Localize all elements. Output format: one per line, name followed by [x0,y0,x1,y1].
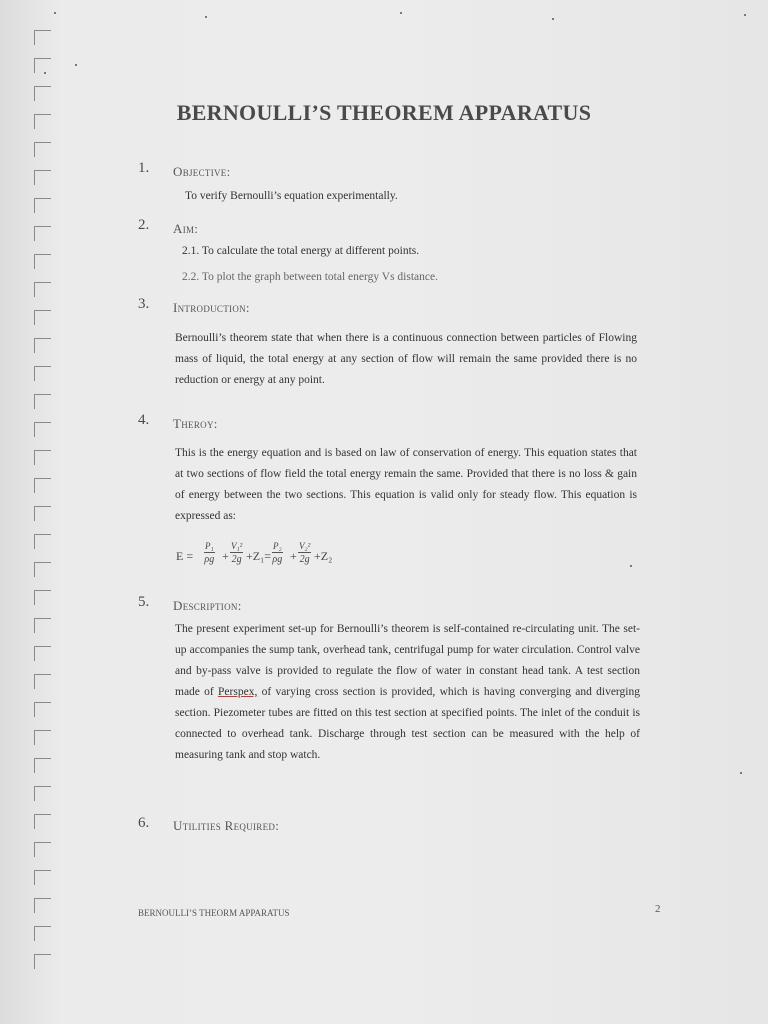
binding-mark [34,170,51,185]
theory-paragraph: This is the energy equation and is based on law of conservation of energy. This equation states that at two sections of flow field the total energy remain the same. Provided that there is no loss & gain of energy between the two sections. This equation is valid only for steady flow. This equation is expressed as: [175,447,637,522]
binding-mark [34,562,51,577]
section-number: 1. [138,160,150,176]
bernoulli-equation [176,541,376,577]
binding-mark [34,198,51,213]
document-title: BERNOULLI’S THEOREM APPARATUS [176,100,592,125]
binding-mark [34,506,51,521]
binding-mark [34,310,51,325]
section-number: 3. [138,296,150,312]
binding-mark [34,842,51,857]
binding-mark [34,366,51,381]
binding-mark [34,142,51,157]
description-perspex: Perspex, [218,686,258,698]
equation-fraction [272,541,283,566]
scan-speck [75,64,77,66]
binding-mark [34,926,51,941]
binding-mark [34,254,51,269]
description-text: of varying cross section is provided, which is having converging and diverging section. Piezometer tubes are fitted on this test section at specified points. The inlet of the conduit is connected to overhead tank. Discharge through test section can be measured with the help of measuring tank and stop watch. [175,686,640,761]
equation-denominator: 2g [231,554,242,565]
scan-speck [740,772,742,774]
scan-speck [205,16,207,18]
equation-fraction [204,541,215,566]
section-number: 4. [138,412,150,428]
section-number: 6. [138,815,150,831]
section-heading-utilities: Utilities Required: [173,818,280,833]
scan-speck [44,72,46,74]
binding-mark [34,338,51,353]
scan-speck [552,18,554,20]
binding-mark [34,646,51,661]
binding-holes [34,30,54,990]
binding-mark [34,478,51,493]
scan-speck [54,12,56,14]
equation-denominator: 2g [299,554,310,565]
binding-mark [34,282,51,297]
section-number: 5. [138,594,150,610]
equation-term: +Z₂ [314,549,333,563]
objective-text: To verify Bernoulli’s equation experimentally. [185,190,398,202]
section-heading-description: Description: [173,598,242,613]
binding-mark [34,58,51,73]
equation-plus: + [290,549,297,563]
equation-numerator: P₂ [273,541,282,551]
scan-speck [744,14,746,16]
section-heading-aim: Aim: [173,221,199,236]
description-paragraph [175,619,640,766]
aim-item: 2.2. To plot the graph between total energy Vs distance. [182,271,438,283]
equation-plus: + [222,549,229,563]
equation-term: +Z₁= [246,549,272,563]
scan-speck [630,565,632,567]
binding-mark [34,534,51,549]
binding-mark [34,758,51,773]
binding-mark [34,450,51,465]
equation-numerator: V₂² [299,541,311,551]
equation-denominator: ρg [272,554,283,565]
equation-numerator: P₁ [205,541,214,551]
section-heading-theory: Theroy: [173,416,218,431]
equation-fraction [298,541,311,566]
binding-mark [34,954,51,969]
equation-denominator: ρg [204,554,215,565]
binding-mark [34,870,51,885]
binding-mark [34,814,51,829]
binding-mark [34,730,51,745]
binding-mark [34,618,51,633]
footer-title: BERNOULLI’S THEORM APPARATUS [138,908,290,918]
introduction-paragraph: Bernoulli’s theorem state that when there is a continuous connection between particles of Flowing mass of liquid, the total energy at any section of flow will remain the same provided there is no reduction or energy at any point. [175,332,637,386]
binding-mark [34,590,51,605]
section-heading-introduction: Introduction: [173,300,250,315]
aim-item: 2.1. To calculate the total energy at different points. [182,245,420,257]
binding-mark [34,786,51,801]
binding-mark [34,394,51,409]
equation-fraction [230,541,243,566]
binding-mark [34,422,51,437]
binding-mark [34,702,51,717]
page-number: 2 [655,903,661,915]
binding-mark [34,674,51,689]
section-number: 2. [138,217,150,233]
equation-numerator: V₁² [231,541,243,551]
scan-speck [400,12,402,14]
description-text: The present experiment set-up for Bernoulli’s theorem is self-contained re-circulating unit. The set-up accompanies the sump tank, overhead tank, centrifugal pump for water circulation. Control valve and by-pass valve is provided to regulate the flow of water in constant head tank. A test section made of [175,623,640,698]
binding-mark [34,30,51,45]
section-heading-objective: Objective: [173,164,231,179]
equation-lhs: E = [176,549,194,563]
binding-mark [34,898,51,913]
binding-mark [34,226,51,241]
binding-mark [34,86,51,101]
